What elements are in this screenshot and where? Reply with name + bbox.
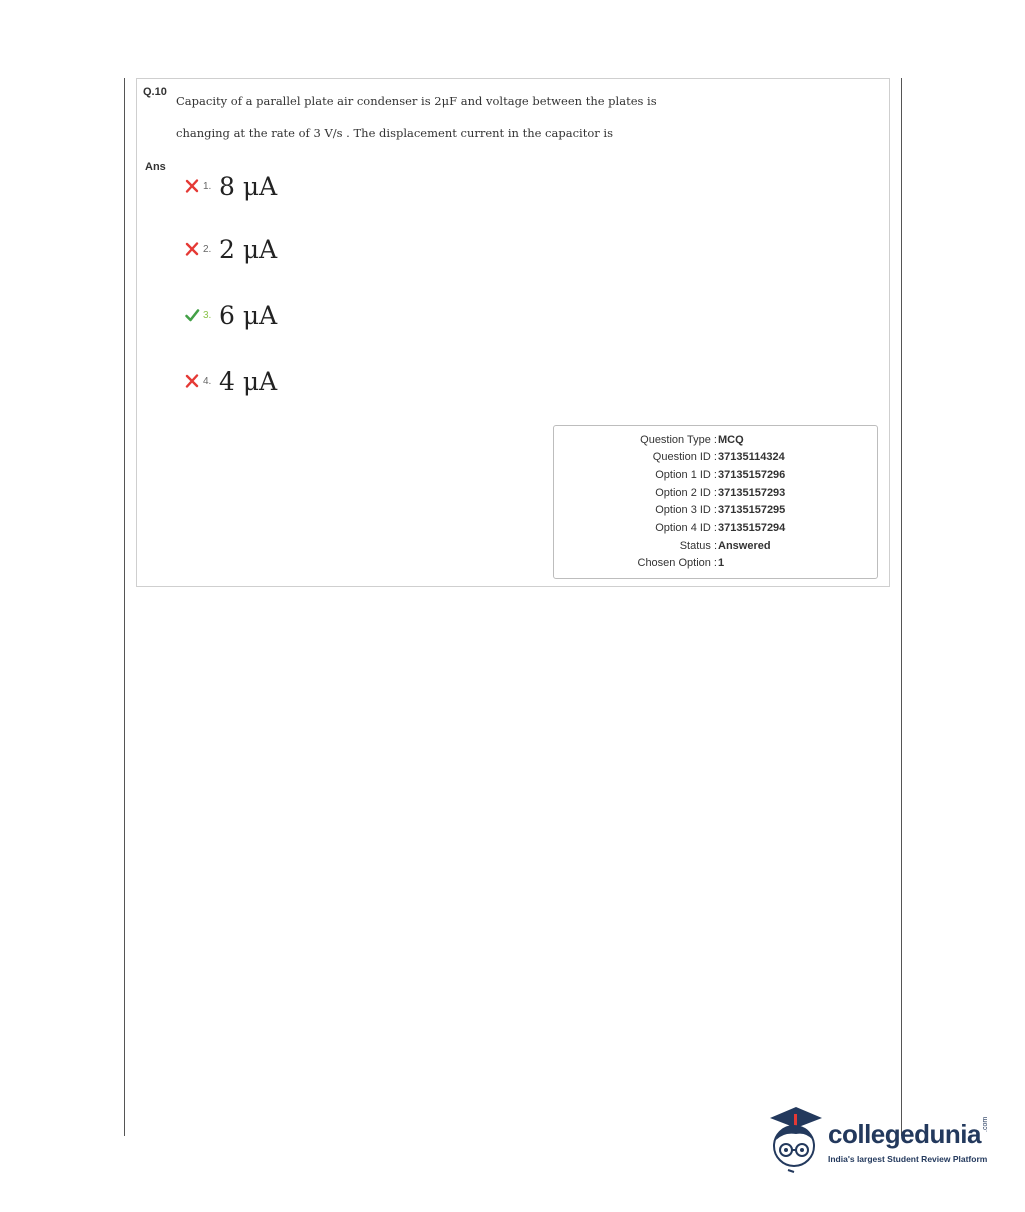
page-left-rule — [124, 78, 125, 1136]
brand-suffix: .com — [982, 1116, 989, 1132]
info-option-3-id — [553, 504, 878, 520]
info-label: Question ID : — [652, 451, 717, 463]
info-label: Option 2 ID : — [655, 487, 717, 499]
wrong-cross-icon — [184, 373, 200, 389]
info-option-2-id — [553, 487, 878, 503]
info-question-type — [553, 434, 878, 450]
wrong-cross-icon — [184, 178, 200, 194]
answer-label: Ans — [145, 161, 166, 173]
option-3 — [184, 300, 277, 330]
info-label: Status : — [679, 540, 717, 552]
info-value: 37135114324 — [718, 451, 785, 463]
correct-check-icon — [184, 307, 200, 323]
info-value: 37135157293 — [718, 487, 786, 499]
info-label: Chosen Option : — [637, 557, 717, 569]
wrong-cross-icon — [184, 241, 200, 257]
option-value: 4 μA — [219, 366, 278, 396]
page-right-rule — [901, 78, 902, 1136]
option-number: 2. — [203, 243, 212, 255]
info-value: Answered — [718, 540, 771, 552]
info-value: 37135157294 — [718, 522, 786, 534]
option-value: 8 μA — [219, 171, 278, 201]
option-4 — [184, 366, 277, 396]
brand-name: collegedunia — [828, 1119, 981, 1149]
option-number: 3. — [203, 309, 212, 321]
question-text-line-2: changing at the rate of 3 V/s . The displacement current in the capacitor is — [176, 126, 613, 140]
info-status — [553, 540, 878, 556]
info-question-id — [553, 451, 878, 467]
info-value: 1 — [718, 557, 725, 569]
option-value: 2 μA — [219, 234, 278, 264]
question-number: Q.10 — [143, 86, 167, 98]
info-label: Option 1 ID : — [655, 469, 717, 481]
option-2 — [184, 234, 277, 264]
option-1 — [184, 171, 277, 201]
info-label: Question Type : — [640, 434, 717, 446]
question-text-line-1: Capacity of a parallel plate air condenser is 2μF and voltage between the plates is — [176, 94, 657, 108]
info-label: Option 3 ID : — [655, 504, 717, 516]
info-chosen-option — [553, 557, 878, 573]
info-label: Option 4 ID : — [655, 522, 717, 534]
info-value: 37135157295 — [718, 504, 786, 516]
info-value: MCQ — [718, 434, 744, 446]
info-option-4-id — [553, 522, 878, 538]
brand-tagline: India's largest Student Review Platform — [828, 1154, 988, 1164]
option-number: 4. — [203, 375, 212, 387]
info-option-1-id — [553, 469, 878, 485]
option-number: 1. — [203, 180, 212, 192]
option-value: 6 μA — [219, 300, 278, 330]
info-value: 37135157296 — [718, 469, 786, 481]
